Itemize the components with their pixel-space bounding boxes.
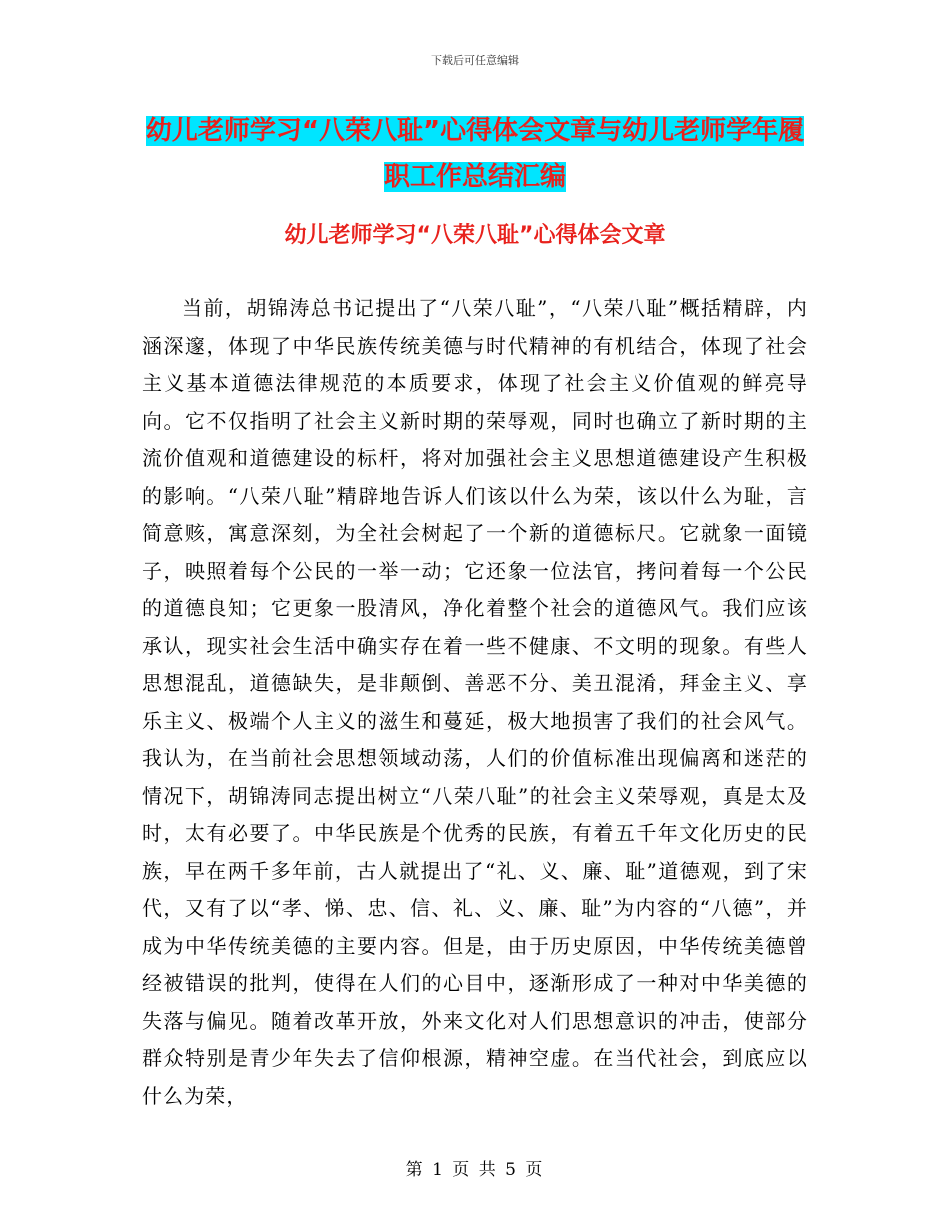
document-title-text: 幼儿老师学习“八荣八耻”心得体会文章与幼儿老师学年履职工作总结汇编	[145, 116, 805, 192]
body-paragraph: 当前，胡锦涛总书记提出了“八荣八耻”，“八荣八耻”概括精辟，内涵深邃，体现了中华民族传统美德与时代精神的有机结合，体现了社会主义基本道德法律规范的本质要求，体现了社会主义价值观的鲜亮导向。它不仅指明了社会主义新时期的荣辱观，同时也确立了新时期的主流价值观和道德建设的标杆，将对加强社会主义思想道德建设产生积极的影响。“八荣八耻”精辟地告诉人们该以什么为荣，该以什么为耻，言简意赅，寓意深刻，为全社会树起了一个新的道德标尺。它就象一面镜子，映照着每个公民的一举一动；它还象一位法官，拷问着每一个公民的道德良知；它更象一股清风，净化着整个社会的道德风气。我们应该承认，现实社会生活中确实存在着一些不健康、不文明的现象。有些人思想混乱，道德缺失，是非颠倒、善恶不分、美丑混淆，拜金主义、享乐主义、极端个人主义的滋生和蔓延，极大地损害了我们的社会风气。我认为，在当前社会思想领域动荡，人们的价值标准出现偏离和迷茫的情况下，胡锦涛同志提出树立“八荣八耻”的社会主义荣辱观，真是太及时，太有必要了。中华民族是个优秀的民族，有着五千年文化历史的民族，早在两千多年前，古人就提出了“礼、义、廉、耻”道德观，到了宋代，又有了以“孝、悌、忠、信、礼、义、廉、耻”为内容的“八德”，并成为中华传统美德的主要内容。但是，由于历史原因，中华传统美德曾经被错误的批判，使得在人们的心目中，逐渐形成了一种对中华美德的失落与偏见。随着改革开放，外来文化对人们思想意识的冲击，使部分群众特别是青少年失去了信仰根源，精神空虚。在当代社会，到底应以什么为荣，	[142, 296, 808, 1108]
section-title: 幼儿老师学习“八荣八耻”心得体会文章	[284, 223, 666, 248]
document-title	[140, 108, 810, 200]
page-number: 第 1 页 共 5 页	[405, 1160, 545, 1180]
page-header-note: 下载后可任意编辑	[431, 54, 519, 67]
